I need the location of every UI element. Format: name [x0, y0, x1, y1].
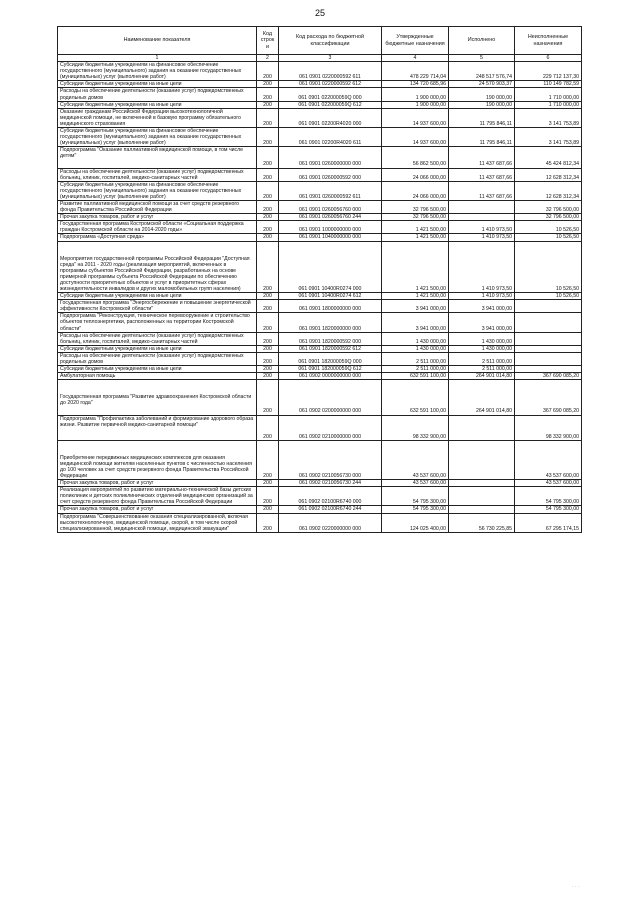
cell-code: 061 0901 0260000592 000	[279, 168, 382, 181]
cell-approved: 632 591 100,00	[382, 380, 449, 415]
cell-unexecuted: 10 526,50	[515, 221, 582, 234]
cell-name: Субсидии бюджетным учреждениям на финансовое обеспечение государственного (муниципального) задания на оказание государственных (муниципальных) услуг (выполнение работ)	[58, 128, 257, 147]
cell-executed: 3 941 000,00	[449, 300, 515, 313]
cell-unexecuted: 12 628 312,34	[515, 181, 582, 200]
cell-executed	[449, 480, 515, 487]
cell-code: 061 0901 022000059Q 000	[279, 88, 382, 101]
cell-code: 061 0901 0220000592 612	[279, 81, 382, 88]
cell-executed: 2 511 000,00	[449, 352, 515, 365]
cell-name: Расходы на обеспечение деятельности (оказание услуг) подведомственных больниц, клиник, госпиталей, медико-санитарных частей	[58, 332, 257, 345]
cell-approved: 1 900 000,00	[382, 101, 449, 108]
cell-executed: 1 410 973,50	[449, 221, 515, 234]
cell-line: 200	[257, 415, 279, 440]
cell-approved: 3 941 000,00	[382, 300, 449, 313]
cell-unexecuted: 54 795 300,00	[515, 487, 582, 506]
cell-approved: 1 421 500,00	[382, 221, 449, 234]
table-header-row	[58, 27, 582, 55]
cell-executed: 264 901 014,80	[449, 373, 515, 380]
column-number: 6	[515, 55, 582, 62]
cell-name: Оказание гражданам Российской Федерации высокотехнологичной медицинской помощи, не включенной в базовую программу обязательного медицинского страхования	[58, 108, 257, 127]
cell-name: Прочая закупка товаров, работ и услуг	[58, 214, 257, 221]
cell-approved: 134 720 685,96	[382, 81, 449, 88]
cell-code: 061 0902 0220000000 000	[279, 513, 382, 532]
cell-unexecuted: 43 537 600,00	[515, 480, 582, 487]
cell-executed: 1 410 973,50	[449, 293, 515, 300]
cell-code: 061 0901 022000059Q 612	[279, 101, 382, 108]
cell-unexecuted: 110 149 782,59	[515, 81, 582, 88]
table-row	[58, 101, 582, 108]
cell-executed: 1 430 000,00	[449, 345, 515, 352]
cell-unexecuted: 1 710 000,00	[515, 101, 582, 108]
column-number-row	[58, 55, 582, 62]
cell-unexecuted: 229 712 137,30	[515, 62, 582, 81]
table-row	[58, 234, 582, 241]
cell-code: 061 0902 02100R6740 000	[279, 487, 382, 506]
cell-line: 200	[257, 181, 279, 200]
table-row	[58, 440, 582, 479]
table-row	[58, 506, 582, 513]
table-row	[58, 332, 582, 345]
cell-unexecuted: 10 526,50	[515, 241, 582, 293]
cell-approved: 98 332 900,00	[382, 415, 449, 440]
cell-executed	[449, 214, 515, 221]
cell-approved: 14 937 600,00	[382, 128, 449, 147]
cell-approved: 14 937 600,00	[382, 108, 449, 127]
cell-name: Государственная программа "Энергосбережение и повышение энергетической эффективности Костромской области"	[58, 300, 257, 313]
cell-approved: 478 229 714,04	[382, 62, 449, 81]
table-row	[58, 181, 582, 200]
table-row	[58, 366, 582, 373]
cell-approved: 1 421 500,00	[382, 293, 449, 300]
cell-executed	[449, 506, 515, 513]
cell-code: 061 0902 0210056730 244	[279, 480, 382, 487]
cell-name: Подпрограмма "Профилактика заболеваний и формирование здорового образа жизни. Развитие первичной медико-санитарной помощи"	[58, 415, 257, 440]
cell-executed: 190 000,00	[449, 101, 515, 108]
cell-approved: 56 862 500,00	[382, 147, 449, 168]
cell-executed: 11 437 687,66	[449, 147, 515, 168]
cell-approved: 3 941 000,00	[382, 313, 449, 332]
cell-approved: 1 421 500,00	[382, 234, 449, 241]
cell-code: 061 0901 0260056760 244	[279, 214, 382, 221]
cell-approved: 43 537 600,00	[382, 480, 449, 487]
cell-unexecuted: 54 795 300,00	[515, 506, 582, 513]
page-number: 25	[314, 8, 325, 18]
cell-code: 061 0901 1820000000 000	[279, 313, 382, 332]
cell-executed	[449, 487, 515, 506]
cell-name: Расходы на обеспечение деятельности (оказание услуг) подведомственных родильных домов	[58, 88, 257, 101]
cell-unexecuted: 43 537 600,00	[515, 440, 582, 479]
cell-code: 061 0901 02200R4020 611	[279, 128, 382, 147]
cell-code: 061 0901 1000000000 000	[279, 221, 382, 234]
cell-unexecuted	[515, 345, 582, 352]
cell-unexecuted: 32 796 500,00	[515, 214, 582, 221]
cell-line: 200	[257, 168, 279, 181]
cell-line: 200	[257, 313, 279, 332]
cell-name: Субсидии бюджетным учреждениям на иные цели	[58, 293, 257, 300]
header-name: Наименование показателя	[58, 27, 257, 55]
cell-unexecuted	[515, 300, 582, 313]
cell-approved: 632 591 100,00	[382, 373, 449, 380]
cell-executed: 11 437 687,66	[449, 168, 515, 181]
cell-line: 200	[257, 293, 279, 300]
cell-line: 200	[257, 88, 279, 101]
cell-unexecuted: 67 295 174,15	[515, 513, 582, 532]
cell-approved: 2 511 000,00	[382, 352, 449, 365]
cell-executed	[449, 200, 515, 213]
cell-code: 061 0901 02200R4020 000	[279, 108, 382, 127]
cell-name: Расходы на обеспечение деятельности (оказание услуг) подведомственных родильных домов	[58, 352, 257, 365]
header-line-code: Код строк и	[257, 27, 279, 55]
table-row	[58, 241, 582, 293]
cell-code: 061 0901 0220000592 611	[279, 62, 382, 81]
cell-unexecuted: 3 141 753,89	[515, 128, 582, 147]
cell-name: Реализация мероприятий по развитию материально-технической базы детских поликлиник и детских поликлинических отделений медицинских организаций за счет средств резервного фонда Правительства Российской Федерации	[58, 487, 257, 506]
cell-executed: 24 570 903,37	[449, 81, 515, 88]
cell-line: 200	[257, 440, 279, 479]
column-number: 4	[382, 55, 449, 62]
cell-code: 061 0901 1040000000 000	[279, 234, 382, 241]
cell-executed: 190 000,00	[449, 88, 515, 101]
cell-name: Подпрограмма "Оказание паллиативной медицинской помощи, в том числе детям"	[58, 147, 257, 168]
cell-name: Прочая закупка товаров, работ и услуг	[58, 506, 257, 513]
cell-code: 061 0901 182000059Q 612	[279, 366, 382, 373]
column-number: 5	[449, 55, 515, 62]
cell-executed: 11 795 846,11	[449, 128, 515, 147]
cell-line: 200	[257, 332, 279, 345]
cell-executed: 248 517 576,74	[449, 62, 515, 81]
cell-name: Субсидии бюджетным учреждениям на финансовое обеспечение государственного (муниципального) задания на оказание государственных (муниципальных) услуг (выполнение работ)	[58, 181, 257, 200]
column-number: 1	[58, 55, 257, 62]
cell-unexecuted: 32 796 500,00	[515, 200, 582, 213]
table-row	[58, 81, 582, 88]
cell-line: 200	[257, 200, 279, 213]
cell-unexecuted: 367 690 085,20	[515, 373, 582, 380]
cell-name: Развитие паллиативной медицинской помощи за счет средств резервного фонда Правительства Российской Федерации	[58, 200, 257, 213]
cell-name: Подпрограмма "Реконструкция, техническое перевооружение и строительство объектов теплоэнергетики, расположенных на территории Костромской области"	[58, 313, 257, 332]
cell-executed: 3 941 000,00	[449, 313, 515, 332]
cell-code: 061 0901 10400R0274 000	[279, 241, 382, 293]
cell-line: 200	[257, 81, 279, 88]
cell-executed	[449, 415, 515, 440]
table-row	[58, 147, 582, 168]
cell-name: Субсидии бюджетным учреждениям на иные цели	[58, 81, 257, 88]
column-number: 2	[257, 55, 279, 62]
table-row	[58, 214, 582, 221]
cell-unexecuted	[515, 332, 582, 345]
cell-unexecuted: 98 332 900,00	[515, 415, 582, 440]
cell-name: Мероприятия государственной программы Российской Федерации "Доступная среда" на 2011 - 2020 годы (реализация мероприятий, включенных в программы субъектов Российской Федерации, разработанных на основе примерной программы субъекта Российской Федерации по обеспечению доступности приоритетных объектов и услуг в приоритетных сферах жизнедеятельности инвалидов и других маломобильных групп населения)	[58, 241, 257, 293]
cell-unexecuted: 3 141 753,89	[515, 108, 582, 127]
table-row	[58, 200, 582, 213]
table-row	[58, 513, 582, 532]
cell-unexecuted: 367 690 085,20	[515, 380, 582, 415]
table-row	[58, 300, 582, 313]
cell-unexecuted: 10 526,50	[515, 293, 582, 300]
cell-line: 200	[257, 345, 279, 352]
cell-name: Субсидии бюджетным учреждениям на иные цели	[58, 101, 257, 108]
cell-name: Подпрограмма «Доступная среда»	[58, 234, 257, 241]
cell-executed: 1 410 973,50	[449, 241, 515, 293]
cell-line: 200	[257, 241, 279, 293]
cell-name: Субсидии бюджетным учреждениям на иные цели	[58, 366, 257, 373]
cell-unexecuted: 10 526,50	[515, 234, 582, 241]
cell-executed: 264 901 014,80	[449, 380, 515, 415]
table-row	[58, 380, 582, 415]
cell-line: 200	[257, 506, 279, 513]
cell-approved: 124 025 400,00	[382, 513, 449, 532]
cell-name: Приобретение передвижных медицинских комплексов для оказания медицинской помощи жителям населенных пунктов с численностью населения до 100 человек за счет средств резервного фонда Правительства Российской Федерации	[58, 440, 257, 479]
cell-code: 061 0902 0210056730 000	[279, 440, 382, 479]
cell-code: 061 0901 1800000000 000	[279, 300, 382, 313]
cell-approved: 24 066 000,00	[382, 181, 449, 200]
cell-name: Субсидии бюджетным учреждениям на иные цели	[58, 345, 257, 352]
table-row	[58, 313, 582, 332]
cell-line: 200	[257, 234, 279, 241]
table-row	[58, 352, 582, 365]
header-budget-code: Код расхода по бюджетной классификации	[279, 27, 382, 55]
table-row	[58, 480, 582, 487]
table-row	[58, 487, 582, 506]
table-row	[58, 62, 582, 81]
cell-code: 061 0901 0260000000 000	[279, 147, 382, 168]
cell-line: 200	[257, 128, 279, 147]
cell-approved: 24 066 000,00	[382, 168, 449, 181]
header-executed: Исполнено	[449, 27, 515, 55]
cell-name: Расходы на обеспечение деятельности (оказание услуг) подведомственных больниц, клиник, госпиталей, медико-санитарных частей	[58, 168, 257, 181]
cell-name: Амбулаторная помощь	[58, 373, 257, 380]
cell-line: 200	[257, 373, 279, 380]
table-row	[58, 415, 582, 440]
cell-code: 061 0902 02100R6740 244	[279, 506, 382, 513]
cell-line: 200	[257, 214, 279, 221]
cell-name: Подпрограмма "Совершенствование оказания специализированной, включая высокотехнологичную, медицинской помощи, скорой, в том числе скорой специализированной, медицинской помощи, медицинской эвакуации"	[58, 513, 257, 532]
table-row	[58, 168, 582, 181]
cell-name: Субсидии бюджетным учреждениям на финансовое обеспечение государственного (муниципального) задания на оказание государственных (муниципальных) услуг (выполнение работ)	[58, 62, 257, 81]
cell-executed: 11 437 687,66	[449, 181, 515, 200]
cell-code: 061 0902 0210000000 000	[279, 415, 382, 440]
cell-name: Государственная программа "Развитие здравоохранения Костромской области до 2020 года"	[58, 380, 257, 415]
cell-line: 200	[257, 487, 279, 506]
table-row	[58, 221, 582, 234]
cell-name: Государственная программа Костромской области «Социальная поддержка граждан Костромской области на 2014-2020 годы»	[58, 221, 257, 234]
table-row	[58, 293, 582, 300]
cell-line: 200	[257, 221, 279, 234]
table-row	[58, 345, 582, 352]
cell-executed: 2 511 000,00	[449, 366, 515, 373]
cell-name: Прочая закупка товаров, работ и услуг	[58, 480, 257, 487]
cell-approved: 32 796 500,00	[382, 200, 449, 213]
column-number: 3	[279, 55, 382, 62]
cell-unexecuted: 12 628 312,34	[515, 168, 582, 181]
cell-approved: 1 900 000,00	[382, 88, 449, 101]
scan-artifact: · · ·	[572, 884, 580, 890]
header-approved: Утвержденные бюджетные назначения	[382, 27, 449, 55]
table-row	[58, 128, 582, 147]
cell-code: 061 0902 0200000000 000	[279, 380, 382, 415]
cell-code: 061 0901 0260000592 611	[279, 181, 382, 200]
cell-executed: 56 730 225,85	[449, 513, 515, 532]
cell-approved: 2 511 000,00	[382, 366, 449, 373]
cell-line: 200	[257, 62, 279, 81]
cell-line: 200	[257, 513, 279, 532]
cell-approved: 1 430 000,00	[382, 345, 449, 352]
cell-code: 061 0901 1820000592 612	[279, 345, 382, 352]
cell-code: 061 0901 10400R0274 612	[279, 293, 382, 300]
cell-unexecuted	[515, 352, 582, 365]
cell-executed: 1 410 973,50	[449, 234, 515, 241]
cell-unexecuted: 45 424 812,34	[515, 147, 582, 168]
cell-unexecuted: 1 710 000,00	[515, 88, 582, 101]
cell-executed: 11 795 846,11	[449, 108, 515, 127]
cell-line: 200	[257, 300, 279, 313]
budget-execution-table	[57, 26, 582, 533]
cell-code: 061 0901 0260056760 000	[279, 200, 382, 213]
cell-line: 200	[257, 101, 279, 108]
cell-code: 061 0902 0000000000 000	[279, 373, 382, 380]
table-row	[58, 88, 582, 101]
table-row	[58, 108, 582, 127]
cell-approved: 1 421 500,00	[382, 241, 449, 293]
cell-code: 061 0901 182000059Q 000	[279, 352, 382, 365]
cell-line: 200	[257, 480, 279, 487]
cell-executed	[449, 440, 515, 479]
cell-approved: 32 796 500,00	[382, 214, 449, 221]
cell-line: 200	[257, 108, 279, 127]
cell-approved: 54 795 300,00	[382, 506, 449, 513]
cell-line: 200	[257, 147, 279, 168]
cell-approved: 54 795 300,00	[382, 487, 449, 506]
cell-line: 200	[257, 352, 279, 365]
cell-line: 200	[257, 380, 279, 415]
cell-approved: 43 537 600,00	[382, 440, 449, 479]
cell-unexecuted	[515, 313, 582, 332]
cell-line: 200	[257, 366, 279, 373]
table-row	[58, 373, 582, 380]
cell-unexecuted	[515, 366, 582, 373]
cell-approved: 1 430 000,00	[382, 332, 449, 345]
cell-code: 061 0901 1820000592 000	[279, 332, 382, 345]
header-unexecuted: Неисполненные назначения	[515, 27, 582, 55]
cell-executed: 1 430 000,00	[449, 332, 515, 345]
